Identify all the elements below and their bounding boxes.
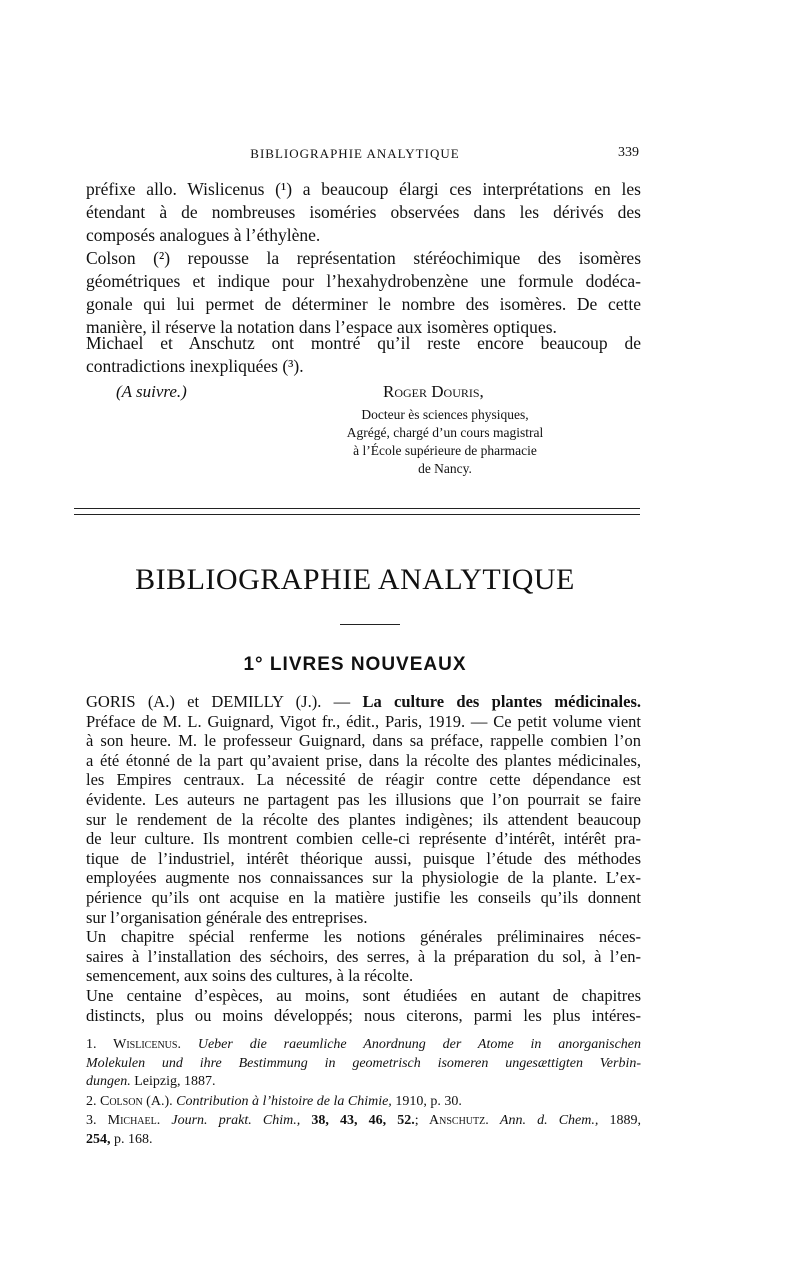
text-line: manière, il réserve la notation dans l’espace aux isomères optiques.	[86, 317, 557, 337]
footnote-line	[86, 1093, 641, 1112]
footnote-2	[86, 1093, 641, 1112]
intro-paragraph-2	[86, 247, 641, 339]
text-line: Une centaine d’espèces, au moins, sont étudiées en autant de chapitres	[86, 986, 641, 1005]
text-line: évidente. Les auteurs ne partagent pas les illusions que l’on pourrait se faire	[86, 789, 641, 809]
footnote-author: 2. Colson (A.).	[86, 1094, 177, 1109]
footnote-title: Molekulen und ihre Bestimmung in geometrisch isomeren ungesættigten Verbin-	[86, 1055, 641, 1071]
page-number: 339	[618, 145, 639, 160]
footnote-author: ; Anschutz.	[414, 1113, 500, 1128]
text-line: les Empires centraux. La nécessité de réagir contre cette dépendance est	[86, 770, 641, 790]
text-line: sur le rendement de la récolte des plantes indigènes; ils attendent beaucoup	[86, 809, 641, 829]
author-signature: Roger Douris,	[383, 382, 484, 401]
text-line: gonale qui lui permet de déterminer le nombre des isomères. De cette	[86, 294, 641, 314]
footnote-reference: 1910, p. 30.	[391, 1094, 462, 1109]
review-heading-line	[86, 692, 641, 712]
footnote-line	[86, 1131, 641, 1150]
running-header: BIBLIOGRAPHIE ANALYTIQUE	[250, 146, 460, 161]
footnote-title: dungen.	[86, 1074, 131, 1089]
author-affiliation-line: à l’École supérieure de pharmacie	[353, 443, 537, 458]
footnote-title: Ueber die raeumliche Anordnung der Atome in anorganischen	[197, 1037, 641, 1052]
text-line: Michael et Anschutz ont montré qu’il reste encore beaucoup de	[86, 333, 641, 353]
text-line: Un chapitre spécial renferme les notions générales préliminaires néces-	[86, 927, 641, 946]
text-line: à son heure. M. le professeur Guignard, dans sa préface, rappelle combien l’on	[86, 731, 641, 751]
review-paragraph-1	[86, 692, 641, 927]
text-line: employées augmente nos connaissances sur la physiologie de la plante. L’ex-	[86, 868, 641, 888]
author-affiliation-line: Docteur ès sciences physiques,	[361, 407, 529, 422]
author-affiliation-line: de Nancy.	[418, 461, 472, 476]
review-paragraph-2	[86, 927, 641, 986]
text-line: contradictions inexpliquées (³).	[86, 356, 304, 376]
footnote-author: 1. Wislicenus.	[86, 1037, 198, 1052]
intro-paragraph-1	[86, 178, 641, 247]
footnote-3	[86, 1112, 641, 1149]
footnote-1	[86, 1036, 641, 1092]
text-line: géométriques et indique pour l’hexahydrobenzène une formule dodéca-	[86, 271, 641, 291]
text-line: composés analogues à l’éthylène.	[86, 225, 321, 245]
title-underline	[340, 624, 400, 625]
text-line: de leur culture. Ils montrent combien celle-ci représente d’intérêt, intérêt pra-	[86, 829, 641, 849]
section-divider	[74, 508, 640, 515]
text-line: Préface de M. L. Guignard, Vigot fr., édit., Paris, 1919. — Ce petit volume vient	[86, 711, 641, 731]
text-line: périence qu’ils ont acquise en la matière justifie les conseils qu’ils donnent	[86, 887, 641, 907]
footnote-publisher: Leipzig, 1887.	[130, 1074, 216, 1089]
text-line: a été étonné de la part qu’avaient prise, dans la récolte des plantes médicinales,	[86, 750, 641, 770]
footnote-year: 1889,	[598, 1113, 642, 1128]
footnote-line	[86, 1036, 641, 1055]
intro-paragraph-3	[86, 332, 641, 378]
footnote-line	[86, 1073, 641, 1092]
footnote-author: 3. Michael.	[86, 1113, 172, 1128]
text-line: tique de l’industriel, intérêt théorique aussi, puisque l’étude des méthodes	[86, 848, 641, 868]
text-line: sur l’organisation générale des entreprises.	[86, 907, 368, 927]
footnote-journal: Journ. prakt. Chim.,	[171, 1113, 301, 1128]
footnote-title: Contribution à l’histoire de la Chimie,	[176, 1094, 392, 1109]
review-paragraph-3	[86, 986, 641, 1025]
footnote-page: p. 168.	[110, 1131, 153, 1147]
author-affiliation-line: Agrégé, chargé d’un cours magistral	[346, 425, 544, 440]
review-authors: GORIS (A.) et DEMILLY (J.). —	[86, 692, 363, 711]
footnote-volume: 254,	[86, 1131, 111, 1147]
text-line: semencement, aux soins des cultures, à la récolte.	[86, 966, 414, 986]
footnote-volumes: 38, 43, 46, 52.	[300, 1113, 415, 1128]
footnote-journal: Ann. d. Chem.,	[499, 1113, 599, 1128]
subsection-title: 1° LIVRES NOUVEAUX	[243, 654, 467, 675]
text-line: distincts, plus ou moins développés; nous citerons, parmi les plus intéres-	[86, 1005, 641, 1025]
book-title: La culture des plantes médicinales.	[362, 692, 641, 711]
text-line: préfixe allo. Wislicenus (¹) a beaucoup élargi ces interprétations en les	[86, 179, 641, 199]
text-line: Colson (²) repousse la représentation stéréochimique des isomères	[86, 248, 641, 268]
to-be-continued: (A suivre.)	[116, 382, 187, 401]
footnote-line	[86, 1112, 641, 1131]
section-title: BIBLIOGRAPHIE ANALYTIQUE	[135, 563, 575, 596]
text-line: étendant à de nombreuses isoméries observées dans les dérivés des	[86, 202, 641, 222]
text-line: saires à l’installation des séchoirs, des serres, à la préparation du sol, à l’en-	[86, 946, 641, 966]
